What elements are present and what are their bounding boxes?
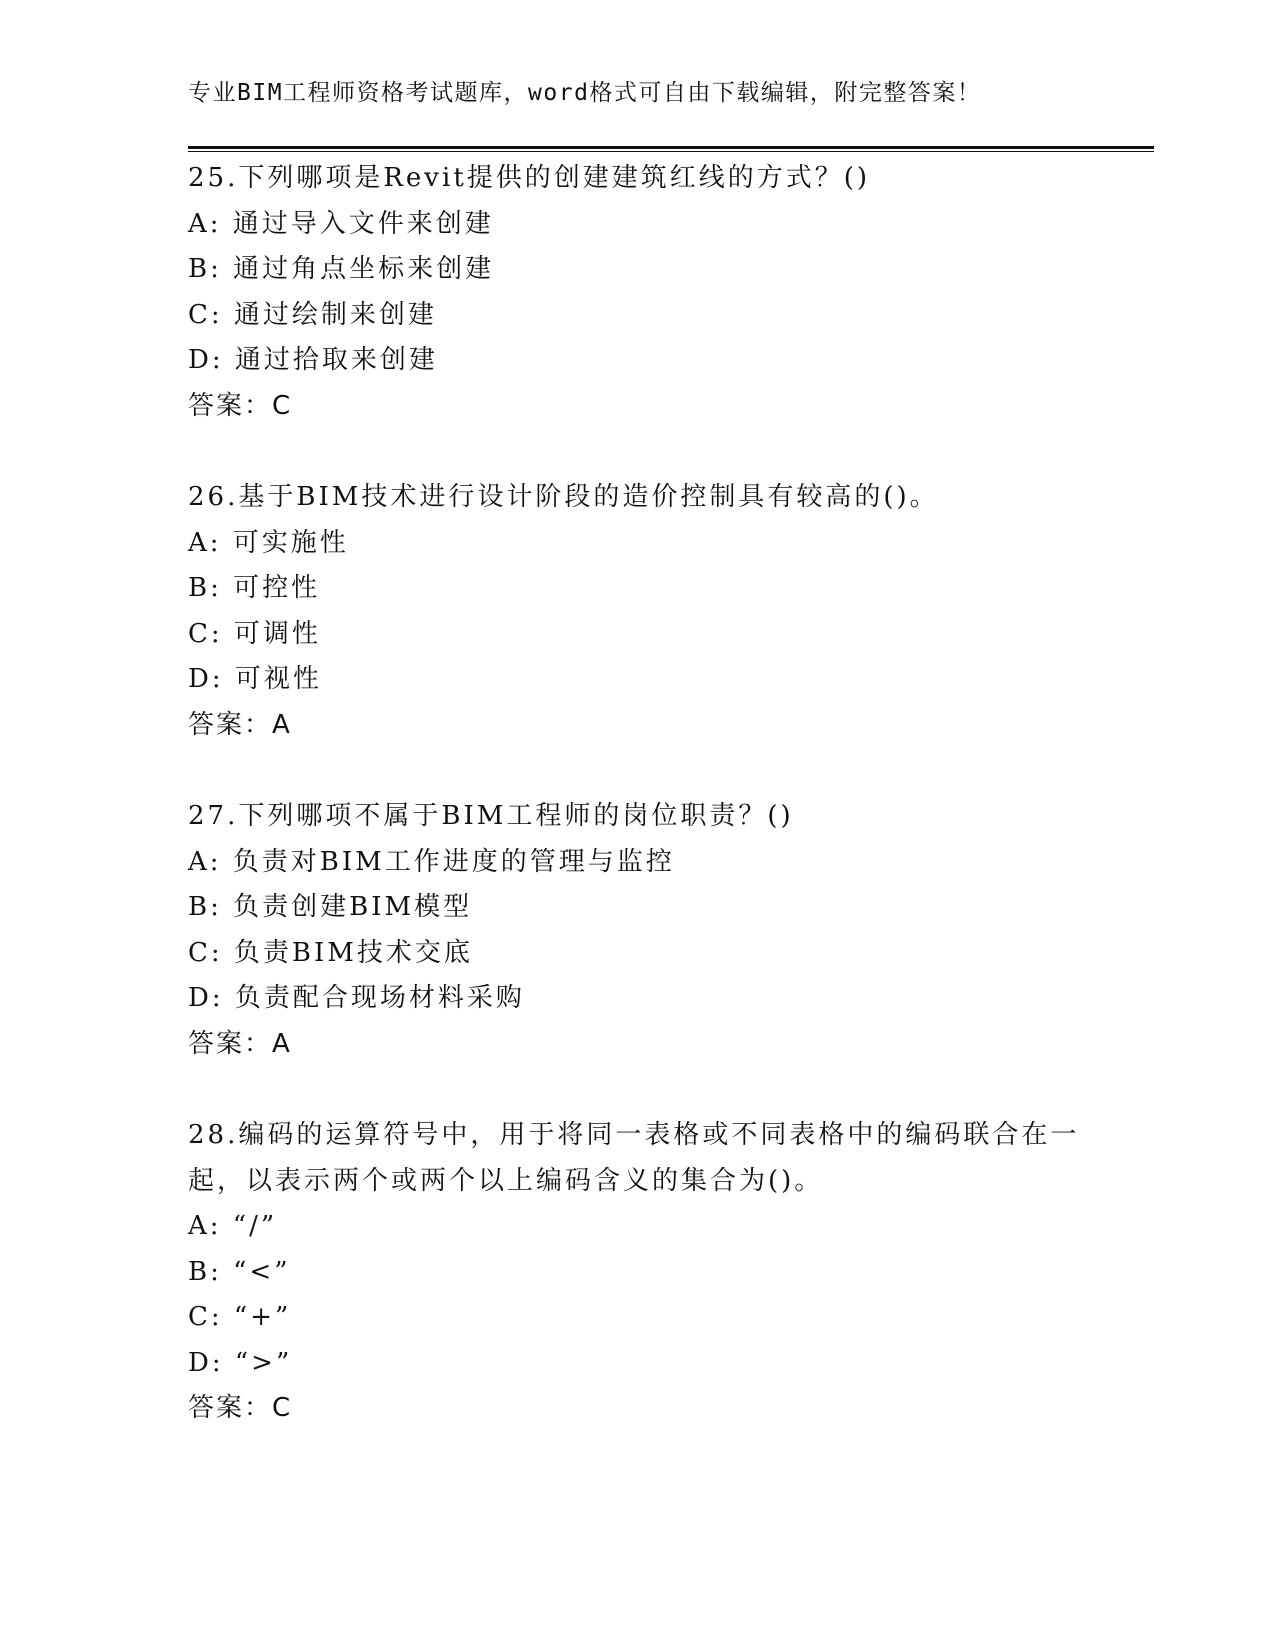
header-divider-thin [188, 151, 1154, 152]
header-divider-thick [188, 146, 1154, 149]
question-stem-line-1: 28.编码的运算符号中，用于将同一表格或不同表格中的编码联合在一 [188, 1120, 1080, 1150]
option-c: C: 负责BIM技术交底 [188, 937, 473, 968]
answer: 答案：C [188, 1393, 293, 1423]
option-b: B: 负责创建BIM模型 [188, 892, 473, 922]
question-stem-line-2: 起，以表示两个或两个以上编码含义的集合为()。 [188, 1165, 824, 1196]
question-stem: 25.下列哪项是Revit提供的创建建筑红线的方式？() [188, 163, 871, 193]
question-25 [188, 156, 1088, 429]
question-list [188, 156, 1088, 1478]
option-b: B: “<” [188, 1256, 291, 1287]
option-d: D: 通过拾取来创建 [188, 345, 438, 375]
answer: 答案：A [188, 1028, 292, 1059]
option-d: D: 可视性 [188, 664, 322, 694]
option-d: D: “>” [188, 1347, 293, 1378]
option-b: B: 可控性 [188, 573, 321, 603]
option-c: C: 通过绘制来创建 [188, 299, 437, 330]
option-a: A: 通过导入文件来创建 [188, 208, 494, 239]
option-a: A: “/” [188, 1211, 278, 1241]
question-stem: 27.下列哪项不属于BIM工程师的岗位职责？() [188, 801, 794, 831]
answer: 答案：A [188, 709, 292, 740]
option-c: C: “+” [188, 1302, 292, 1332]
question-27 [188, 794, 1088, 1067]
option-a: A: 负责对BIM工作进度的管理与监控 [188, 846, 675, 877]
page-header: 专业BIM工程师资格考试题库，word格式可自由下载编辑，附完整答案！ [188, 80, 982, 106]
answer: 答案：C [188, 390, 293, 421]
option-c: C: 可调性 [188, 618, 321, 649]
option-b: B: 通过角点坐标来创建 [188, 254, 495, 284]
option-d: D: 负责配合现场材料采购 [188, 983, 525, 1013]
question-stem: 26.基于BIM技术进行设计阶段的造价控制具有较高的()。 [188, 482, 939, 512]
question-28 [188, 1113, 1088, 1432]
question-26 [188, 475, 1088, 748]
option-a: A: 可实施性 [188, 527, 349, 558]
